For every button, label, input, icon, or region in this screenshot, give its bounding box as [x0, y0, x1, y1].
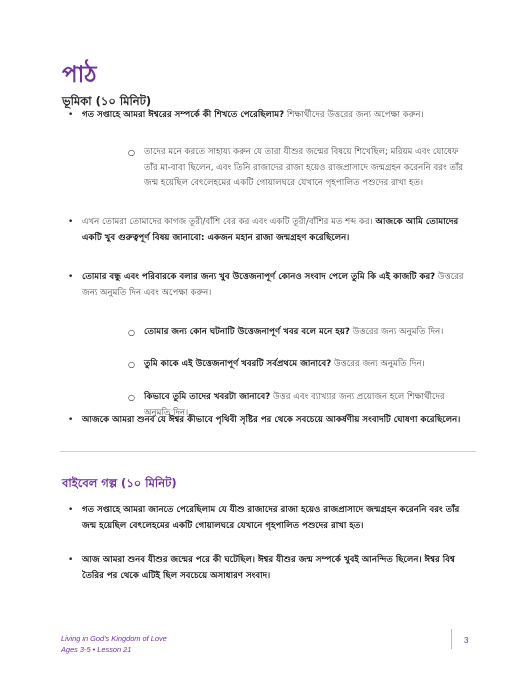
- sub-1-note: উত্তরের জন্য অনুমতি দিন।: [349, 327, 444, 337]
- footer-series: Living in God's Kingdom of Love: [61, 634, 167, 643]
- bullet-icon: •: [68, 555, 74, 565]
- page-number-divider: [451, 629, 452, 649]
- intro-heading: ভূমিকা (১০ মিনিট): [62, 94, 152, 108]
- intro-item-1-question: গত সপ্তাহে আমরা ঈশ্বরের সম্পর্কে কী শিখতে পেরেছিলাম?: [82, 110, 285, 120]
- page-title: পাঠ: [62, 62, 97, 88]
- sub-1-question: তোমার জন্য কোন ঘটনাটি উত্তেজনাপূর্ণ খবর বলে মনে হয়?: [144, 327, 350, 337]
- intro-item-3-question: তোমার বন্ধু এবং পরিবারকে বলার জন্য খুব উত্তেজনাপূর্ণ কোনও সংবাদ পেলে তুমি কি এই কাজটি কর?: [82, 272, 436, 282]
- footer: [61, 634, 167, 655]
- divider: [60, 451, 476, 452]
- bullet-icon: •: [68, 272, 74, 282]
- intro-item-3-sub-1: [144, 325, 469, 341]
- sub-2-note: উত্তরের জন্য অনুমতি দিন।: [331, 359, 425, 369]
- sub-3-note: উত্তর এবং ব্যাখ্যার জন্য প্রয়োজন হলে শিক্ষার্থীদের অনুমতি দিন।: [144, 392, 445, 418]
- page-number: 3: [464, 636, 469, 645]
- intro-item-3: [82, 270, 467, 301]
- sub-3-question: কিভাবে তুমি তাদের খবরটা জানাবে?: [144, 392, 271, 402]
- sub-bullet-icon: ○: [128, 393, 135, 402]
- sub-bullet-icon: ○: [128, 328, 135, 337]
- footer-lesson: Ages 3-5 • Lesson 21: [61, 644, 132, 654]
- intro-item-1: [82, 108, 467, 124]
- bullet-icon: •: [68, 110, 74, 120]
- story-item-2: আজ আমরা শুনব যীশুর জন্মের পরে কী ঘটেছিল। ঈশ্বর যীশুর জন্ম সম্পর্কে খুবই আনন্দিত ছিলেন। ঈশ্বর বিশ্ব তৈরির পর থেকে এটিই ছিল সবচেয়ে অসাধারণ সংবাদ।: [82, 555, 455, 581]
- story-heading: বাইবেল গল্প (১০ মিনিট): [62, 476, 177, 490]
- bullet-icon: •: [68, 217, 74, 227]
- bullet-icon: •: [68, 505, 74, 515]
- intro-item-3-note: উত্তরের জন্য অনুমতি দিন এবং অপেক্ষা করুন।: [82, 272, 464, 298]
- sub-2-question: তুমি কাকে এই উত্তেজনাপূর্ণ খবরটি সর্বপ্রথমে জানাবে?: [144, 359, 332, 369]
- intro-item-1-sub: তাদের মনে করতে সাহায্য করুন যে তারা যীশুর জন্মের বিষয়ে শিখেছিল; মরিয়ম এবং যোষেফ তাঁর মা-বাবা ছিলেন, এবং তিনি রাজাদের রাজা হয়েও রাজপ্রাসাদে জন্মগ্রহন করেননি বরং তাঁর জন্ম হয়েছিল বেৎলেহমের একটি গোয়ালঘরে যেখানে গৃহপালিত পশুদের রাখা হত।: [144, 147, 464, 188]
- bullet-icon: •: [68, 415, 74, 425]
- sub-bullet-icon: ○: [128, 360, 135, 369]
- intro-item-2: [82, 215, 467, 246]
- intro-item-3-sub-2: [144, 357, 469, 373]
- sub-bullet-icon: ○: [128, 148, 135, 157]
- intro-item-4: আজকে আমরা শুনব যে ঈশ্বর কীভাবে পৃথিবী সৃষ্টির পর থেকে সবচেয়ে আকর্ষণীয় সংবাদটি ঘোষণা করেছিলেন।: [82, 415, 461, 425]
- intro-item-1-note: শিক্ষার্থীদের উত্তরের জন্য অপেক্ষা করুন।: [284, 110, 424, 120]
- story-item-1: গত সপ্তাহে আমরা জানতে পেরেছিলাম যে যীশু রাজাদের রাজা হয়েও রাজপ্রাসাদে জন্মগ্রহন করেননি বরং তাঁর জন্ম হয়েছিল বেৎলেহমের একটি গোয়ালঘরে যেখানে গৃহপালিত পশুদের রাখা হত।: [82, 505, 460, 531]
- intro-item-2-text: এখন তোমরা তোমাদের কাগজ তূরী/বাঁশি বের কর এবং একটি তূরী/বাঁশির মত শব্দ কর।: [82, 217, 376, 227]
- intro-item-2-bold: আজকে আমি তোমাদের একটি খুব গুরুত্বপূর্ণ বিষয় জানাবো: একজন মহান রাজা জন্মগ্রহণ করেছিলেন।: [82, 217, 459, 243]
